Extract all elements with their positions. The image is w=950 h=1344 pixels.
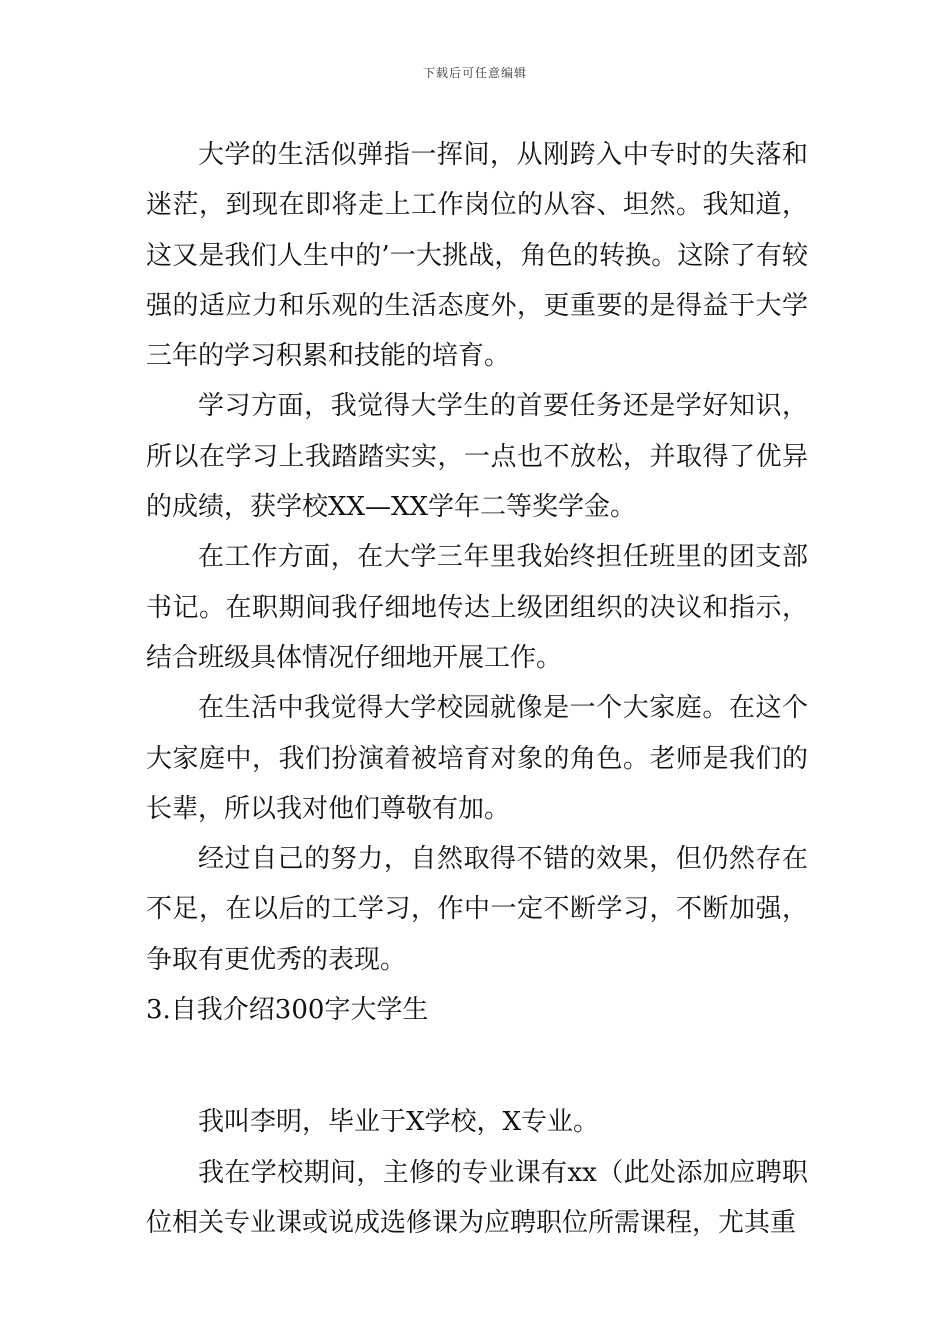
paragraph-college-life: 大学的生活似弹指一挥间，从刚跨入中专时的失落和迷茫，到现在即将走上工作岗位的从容、坦然。我知道，这又是我们人生中的’一大挑战，角色的转换。这除了有较强的适应力和乐观的生活态度外，更重要的是得益于大学三年的学习积累和技能的培育。 [146,140,808,372]
section-heading: 3.自我介绍300字大学生 [146,995,429,1026]
spacer [146,1035,808,1085]
paragraph-intro-name: 我叫李明，毕业于X学校，X专业。 [198,1107,600,1138]
paragraph-life: 在生活中我觉得大学校园就像是一个大家庭。在这个大家庭中，我们扮演着被培育对象的角色。老师是我们的长辈，所以我对他们尊敬有加。 [146,693,808,824]
paragraph-intro-courses: 我在学校期间，主修的专业课有xx（此处添加应聘职位相关专业课或说成选修课为应聘职位所需课程，尤其重 [146,1157,808,1238]
paragraph-study: 学习方面，我觉得大学生的首要任务还是学好知识，所以在学习上我踏踏实实，一点也不放松，并取得了优异的成绩，获学校XX—XX学年二等奖学金。 [146,391,808,523]
paragraph-effort: 经过自己的努力，自然取得不错的效果，但仍然存在不足，在以后的工学习，作中一定不断学习，不断加强，争取有更优秀的表现。 [146,844,808,975]
page-header: 下载后可任意编辑 [422,66,527,80]
document-body [146,130,808,1248]
paragraph-work: 在工作方面，在大学三年里我始终担任班里的团支部书记。在职期间我仔细地传达上级团组织的决议和指示，结合班级具体情况仔细地开展工作。 [146,542,808,673]
